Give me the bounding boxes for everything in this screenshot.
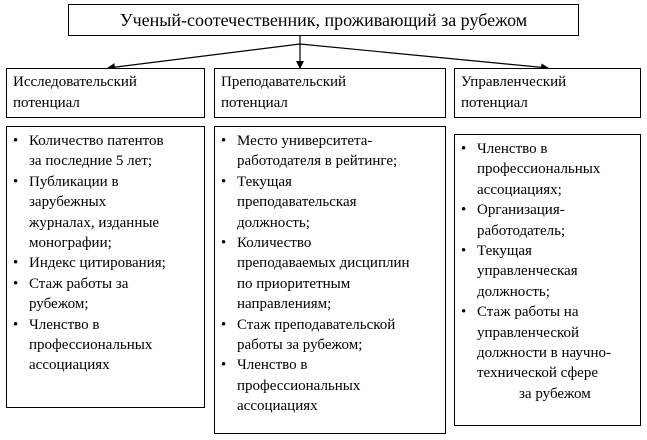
item-line: технической сфере <box>477 365 598 382</box>
list-management <box>455 135 640 404</box>
item-line: • Организация- <box>477 202 565 219</box>
item-line: • Членство в <box>477 141 548 157</box>
list-box-teaching <box>214 126 446 434</box>
item-line: • Стаж работы за <box>29 275 129 292</box>
list-item <box>7 315 198 376</box>
list-item <box>215 315 439 356</box>
list-item <box>455 241 634 302</box>
item-line: управленческая <box>477 263 578 280</box>
item-line: ассоциациях <box>237 398 318 415</box>
item-line: должность; <box>237 214 310 231</box>
item-line: • Членство в <box>29 316 100 333</box>
item-line: • Текущая <box>477 243 532 260</box>
list-teaching <box>215 127 445 417</box>
item-line: • Место университета- <box>237 133 373 149</box>
item-line: профессиональных <box>29 337 153 354</box>
heading-line: потенциал <box>221 95 288 111</box>
heading-line: Исследовательский <box>13 74 137 90</box>
item-line: • Публикации в <box>29 173 119 190</box>
heading-line: потенциал <box>461 95 528 111</box>
heading-box-research <box>6 68 205 118</box>
item-line: должности в научно- <box>477 345 611 362</box>
list-item <box>215 131 439 172</box>
item-line: работодателя в рейтинге; <box>237 153 398 170</box>
title-box <box>68 4 579 36</box>
item-line: • Стаж преподавательской <box>237 316 396 333</box>
item-line: работы за рубежом; <box>237 337 363 354</box>
item-line: рубежом; <box>29 296 89 313</box>
list-box-research <box>6 126 205 408</box>
list-item <box>455 200 634 241</box>
list-box-management <box>454 134 641 426</box>
list-research <box>7 127 204 376</box>
item-line: • Членство в <box>237 357 308 374</box>
item-line: ассоциациях <box>29 357 110 374</box>
item-line: по приоритетным <box>237 275 351 292</box>
item-line: журналах, изданные <box>29 214 160 231</box>
heading-line: потенциал <box>13 95 80 111</box>
list-item <box>455 139 634 200</box>
item-line: управленческой <box>477 324 580 341</box>
heading-line: Управленческий <box>461 74 567 90</box>
item-line: монографии; <box>29 235 112 252</box>
list-item <box>215 355 439 416</box>
item-line: • Стаж работы на <box>477 304 579 321</box>
item-line: работодатель; <box>477 222 566 239</box>
item-line: профессиональных <box>237 377 361 394</box>
diagram-title: Ученый-соотечественник, проживающий за рубежом <box>119 9 528 30</box>
item-line: ассоциациях; <box>477 181 562 198</box>
item-line: преподаваемых дисциплин <box>237 255 410 272</box>
list-item <box>455 302 634 404</box>
list-item <box>7 131 198 172</box>
item-line: • Количество патентов <box>29 133 164 149</box>
item-line: зарубежных <box>29 194 107 211</box>
item-line: направлениям; <box>237 296 332 313</box>
list-item <box>7 274 198 315</box>
heading-box-management <box>454 68 641 118</box>
item-line: за рубежом <box>519 385 591 402</box>
item-line: профессиональных <box>477 161 601 178</box>
heading-box-teaching <box>214 68 446 118</box>
heading-line: Преподавательский <box>221 74 347 90</box>
item-line: за последние 5 лет; <box>29 153 153 170</box>
item-line: • Индекс цитирования; <box>29 255 166 272</box>
list-item <box>215 172 439 233</box>
item-line: преподавательская <box>237 194 357 211</box>
list-item <box>7 172 198 254</box>
list-item <box>215 233 439 315</box>
item-line: • Текущая <box>237 173 292 190</box>
list-item <box>7 253 198 273</box>
item-line: • Количество <box>237 235 312 252</box>
item-line: должность; <box>477 283 550 300</box>
